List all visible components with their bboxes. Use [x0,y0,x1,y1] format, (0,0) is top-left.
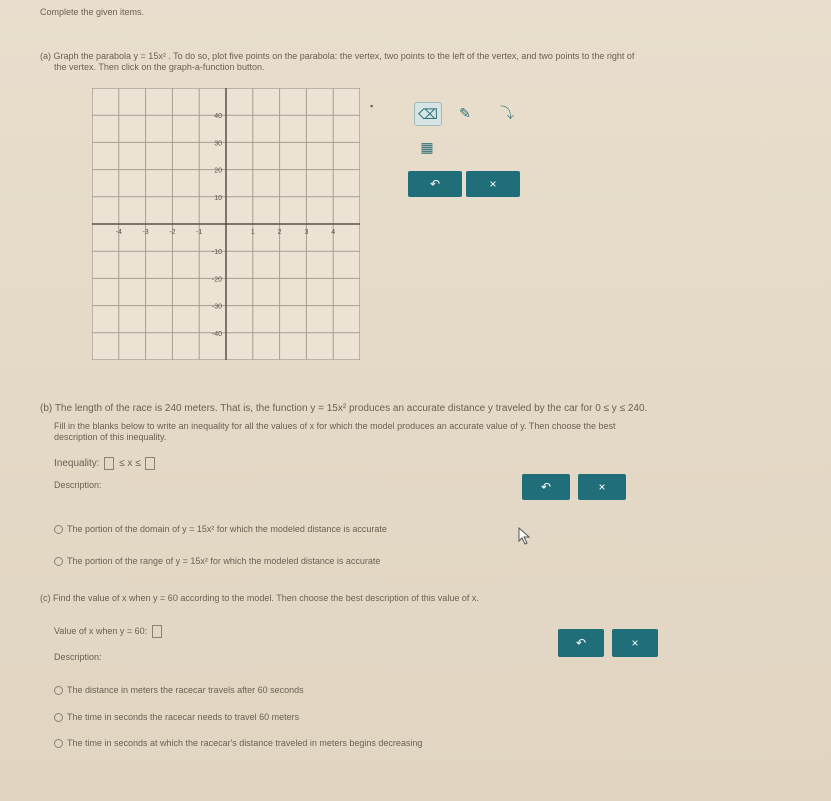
x-tick-label: -4 [115,229,122,236]
part-c-clear-button[interactable]: × [612,629,658,657]
graph-clear-button[interactable]: × [466,171,520,197]
y-tick-label: 20 [214,167,222,175]
inequality-middle: ≤ x ≤ [119,458,141,470]
part-c-option-2[interactable]: The time in seconds the racecar needs to travel 60 meters [54,711,299,723]
part-b-prompt-line1: (b) The length of the race is 240 meters. That is, the function y = 15x² produces an accurate distance y traveled by the car for 0 ≤ y ≤ 240. [40,403,648,414]
part-a-prompt-line1: (a) Graph the parabola y = 15x² . To do so, plot five points on the parabola: the vertex, two points to the left of the vertex, and two points to the right of [40,51,635,61]
radio-icon[interactable] [54,525,63,534]
inequality-row [54,457,157,470]
part-a-prompt-line2: the vertex. Then click on the graph-a-function button. [54,62,265,72]
y-tick-label: 40 [214,113,222,121]
inequality-label: Inequality: [54,458,100,470]
x-tick-label: 2 [277,229,282,236]
radio-icon[interactable] [54,739,63,748]
radio-icon[interactable] [54,713,63,722]
part-c-prompt-line1: (c) Find the value of x when y = 60 according to the model. Then choose the best description of this value of x. [40,593,479,603]
graph-function-icon[interactable]: ▦ [420,138,434,155]
page-title: Complete the given items. [40,7,145,17]
y-tick-label: 30 [214,140,222,148]
part-c-option-3[interactable]: The time in seconds at which the racecar's distance traveled in meters begins decreasing [54,737,422,749]
part-c-option-1[interactable]: The distance in meters the racecar travels after 60 seconds [54,684,304,696]
x-tick-label: 1 [250,229,255,236]
part-b-prompt-line2: Fill in the blanks below to write an inequality for all the values of x for which the model produces an accurate value of y. Then choose the best [54,421,616,431]
part-c-value-row [54,625,164,638]
y-tick-label: -40 [211,330,222,338]
y-tick-label: -30 [211,303,222,311]
part-c-value-label: Value of x when y = 60: [54,626,148,636]
graph-area[interactable] [92,88,360,360]
x-tick-label: 3 [304,229,309,236]
eraser-icon[interactable]: ⌫ [414,102,442,126]
coordinate-grid[interactable] [92,88,360,360]
part-c-value-input[interactable] [152,625,162,638]
mouse-cursor-icon [518,527,532,545]
y-tick-label: -20 [211,276,222,284]
part-b-prompt-line3: description of this inequality. [54,432,167,442]
x-tick-label: -3 [142,229,149,236]
y-tick-label: -10 [211,249,222,257]
part-b-undo-button[interactable]: ↶ [522,474,570,500]
tool-column-label-1: ▪ [370,101,374,111]
radio-icon[interactable] [54,686,63,695]
part-b-option-1[interactable]: The portion of the domain of y = 15x² for which the modeled distance is accurate [54,523,387,535]
x-tick-label: -2 [169,229,176,236]
curve-tool-icon[interactable]: ⤵ [500,105,514,121]
x-tick-label: -1 [196,229,203,236]
part-c-description-label: Description: [54,652,102,662]
part-b-description-label: Description: [54,480,102,490]
x-tick-label: 4 [331,229,336,236]
pencil-icon[interactable]: ✎ [459,104,471,121]
part-b-option-2[interactable]: The portion of the range of y = 15x² for which the modeled distance is accurate [54,555,380,567]
part-c-undo-button[interactable]: ↶ [558,629,604,657]
inequality-left-input[interactable] [104,457,114,470]
graph-undo-button[interactable]: ↶ [408,171,462,197]
y-tick-label: 10 [214,194,222,202]
part-b-clear-button[interactable]: × [578,474,626,500]
radio-icon[interactable] [54,557,63,566]
inequality-right-input[interactable] [145,457,155,470]
